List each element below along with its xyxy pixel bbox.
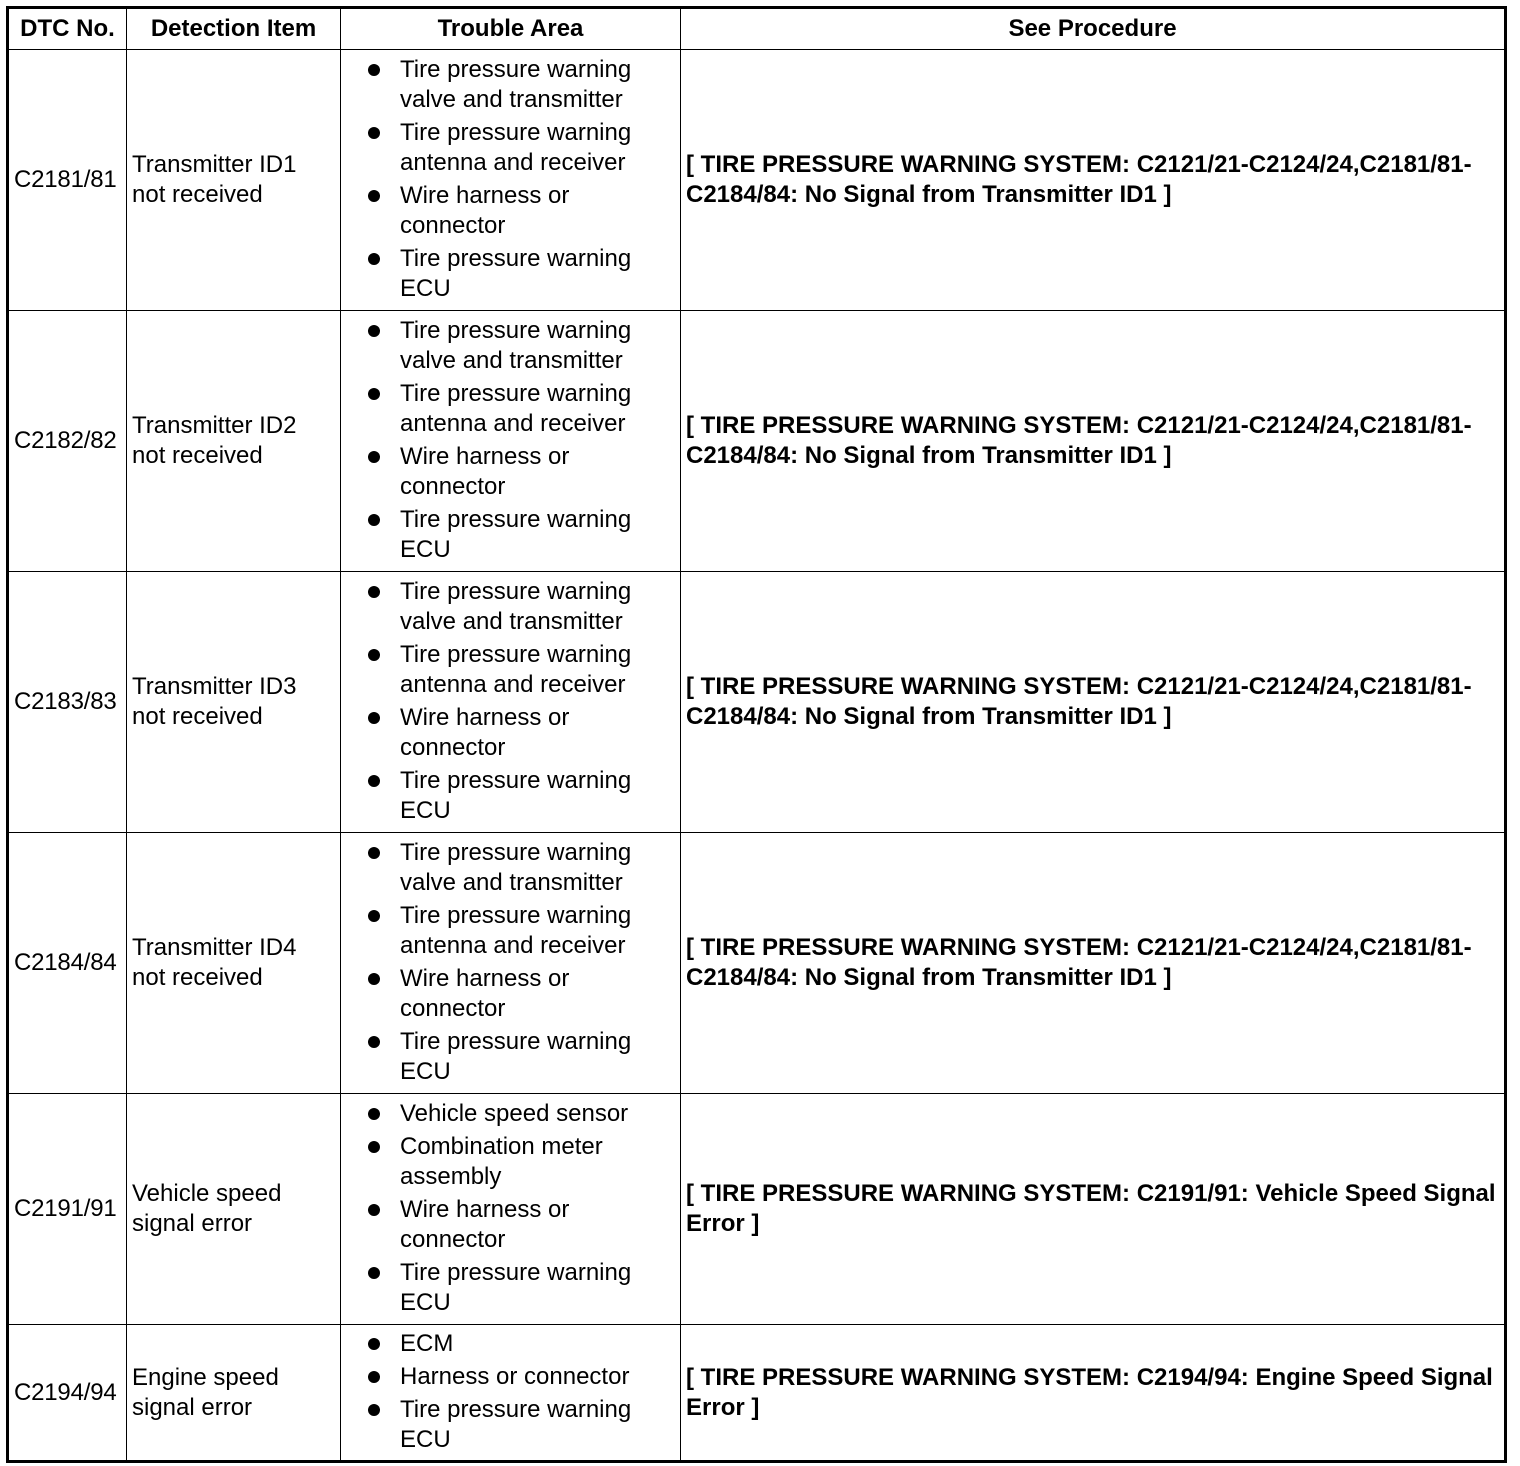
trouble-text: Tire pressure warning valve and transmitter	[400, 839, 632, 896]
trouble-text: Wire harness or connector	[400, 704, 570, 761]
bullet-icon	[368, 775, 380, 787]
trouble-text: Wire harness or connector	[400, 443, 570, 500]
detection-line: Transmitter ID1	[132, 151, 297, 178]
trouble-text: Wire harness or connector	[400, 182, 570, 239]
dtc-table	[6, 6, 1507, 1463]
detection-item	[127, 311, 341, 572]
bullet-icon	[368, 1036, 380, 1048]
bullet-icon	[368, 847, 380, 859]
trouble-area	[341, 50, 681, 311]
list-item	[368, 316, 675, 376]
trouble-area	[341, 1325, 681, 1462]
detection-item	[127, 50, 341, 311]
bullet-icon	[368, 1371, 380, 1383]
trouble-text: Tire pressure warning antenna and receiver	[400, 641, 632, 698]
list-item	[368, 118, 675, 178]
bullet-icon	[368, 514, 380, 526]
detection-item	[127, 1094, 341, 1325]
detection-item	[127, 572, 341, 833]
list-item	[368, 505, 675, 565]
bullet-icon	[368, 190, 380, 202]
trouble-text: Tire pressure warning valve and transmitter	[400, 56, 632, 113]
procedure-link[interactable]: [ TIRE PRESSURE WARNING SYSTEM: C2121/21-C2124/24,C2181/81-C2184/84: No Signal from Transmitter ID1 ]	[681, 572, 1506, 833]
trouble-area	[341, 833, 681, 1094]
trouble-text: Tire pressure warning valve and transmitter	[400, 578, 632, 635]
procedure-link[interactable]: [ TIRE PRESSURE WARNING SYSTEM: C2191/91: Vehicle Speed Signal Error ]	[681, 1094, 1506, 1325]
table-row	[8, 50, 1506, 311]
trouble-text: Harness or connector	[400, 1363, 630, 1390]
trouble-text: Tire pressure warning antenna and receiver	[400, 119, 632, 176]
header-trouble-area: Trouble Area	[341, 8, 681, 50]
list-item	[368, 1329, 675, 1359]
list-item	[368, 379, 675, 439]
header-see-procedure: See Procedure	[681, 8, 1506, 50]
table-row	[8, 572, 1506, 833]
trouble-text: Wire harness or connector	[400, 1196, 570, 1253]
bullet-icon	[368, 1141, 380, 1153]
bullet-icon	[368, 973, 380, 985]
list-item	[368, 766, 675, 826]
list-item	[368, 244, 675, 304]
procedure-link[interactable]: [ TIRE PRESSURE WARNING SYSTEM: C2121/21-C2124/24,C2181/81-C2184/84: No Signal from Transmitter ID1 ]	[681, 50, 1506, 311]
detection-item	[127, 833, 341, 1094]
trouble-text: Tire pressure warning valve and transmitter	[400, 317, 632, 374]
list-item	[368, 1027, 675, 1087]
list-item	[368, 577, 675, 637]
trouble-text: Tire pressure warning ECU	[400, 506, 632, 563]
trouble-text: Tire pressure warning ECU	[400, 1396, 632, 1453]
table-row	[8, 833, 1506, 1094]
list-item	[368, 640, 675, 700]
bullet-icon	[368, 451, 380, 463]
bullet-icon	[368, 1404, 380, 1416]
list-item	[368, 901, 675, 961]
trouble-list	[346, 316, 675, 565]
list-item	[368, 442, 675, 502]
table-row	[8, 1094, 1506, 1325]
trouble-text: Tire pressure warning antenna and receiver	[400, 902, 632, 959]
procedure-link[interactable]: [ TIRE PRESSURE WARNING SYSTEM: C2121/21-C2124/24,C2181/81-C2184/84: No Signal from Transmitter ID1 ]	[681, 833, 1506, 1094]
trouble-area	[341, 1094, 681, 1325]
list-item	[368, 1099, 675, 1129]
trouble-text: Vehicle speed sensor	[400, 1100, 629, 1127]
bullet-icon	[368, 1108, 380, 1120]
list-item	[368, 838, 675, 898]
dtc-code: C2182/82	[8, 311, 127, 572]
bullet-icon	[368, 712, 380, 724]
detection-line: Transmitter ID3	[132, 673, 297, 700]
detection-line: not received	[132, 181, 263, 208]
list-item	[368, 1395, 675, 1455]
trouble-text: Tire pressure warning ECU	[400, 245, 632, 302]
procedure-link[interactable]: [ TIRE PRESSURE WARNING SYSTEM: C2121/21-C2124/24,C2181/81-C2184/84: No Signal from Transmitter ID1 ]	[681, 311, 1506, 572]
list-item	[368, 1258, 675, 1318]
dtc-code: C2194/94	[8, 1325, 127, 1462]
dtc-code: C2184/84	[8, 833, 127, 1094]
bullet-icon	[368, 586, 380, 598]
procedure-link[interactable]: [ TIRE PRESSURE WARNING SYSTEM: C2194/94: Engine Speed Signal Error ]	[681, 1325, 1506, 1462]
bullet-icon	[368, 649, 380, 661]
trouble-text: ECM	[400, 1330, 454, 1357]
detection-line: Vehicle speed	[132, 1180, 282, 1207]
trouble-text: Tire pressure warning ECU	[400, 1028, 632, 1085]
detection-line: Engine speed	[132, 1363, 279, 1391]
detection-line: not received	[132, 964, 263, 991]
trouble-text: Tire pressure warning ECU	[400, 1259, 632, 1316]
list-item	[368, 1362, 675, 1392]
bullet-icon	[368, 388, 380, 400]
dtc-code: C2181/81	[8, 50, 127, 311]
table-row	[8, 1325, 1506, 1462]
list-item	[368, 703, 675, 763]
dtc-code: C2191/91	[8, 1094, 127, 1325]
detection-line: signal error	[132, 1393, 253, 1421]
bullet-icon	[368, 910, 380, 922]
bullet-icon	[368, 127, 380, 139]
detection-line: signal error	[132, 1210, 253, 1237]
trouble-text: Combination meter assembly	[400, 1133, 603, 1190]
bullet-icon	[368, 1338, 380, 1350]
list-item	[368, 181, 675, 241]
list-item	[368, 964, 675, 1024]
table-row	[8, 311, 1506, 572]
list-item	[368, 1132, 675, 1192]
trouble-list	[346, 1329, 675, 1455]
trouble-area	[341, 572, 681, 833]
header-row	[8, 8, 1506, 50]
bullet-icon	[368, 64, 380, 76]
bullet-icon	[368, 1267, 380, 1279]
trouble-list	[346, 55, 675, 304]
list-item	[368, 1195, 675, 1255]
trouble-area	[341, 311, 681, 572]
detection-line: Transmitter ID4	[132, 934, 297, 961]
detection-line: not received	[132, 442, 263, 469]
dtc-code: C2183/83	[8, 572, 127, 833]
trouble-text: Wire harness or connector	[400, 965, 570, 1022]
header-dtc-no: DTC No.	[8, 8, 127, 50]
detection-line: not received	[132, 703, 263, 730]
bullet-icon	[368, 1204, 380, 1216]
bullet-icon	[368, 253, 380, 265]
header-detection-item: Detection Item	[127, 8, 341, 50]
trouble-list	[346, 838, 675, 1087]
detection-item	[127, 1325, 341, 1462]
trouble-list	[346, 1099, 675, 1318]
trouble-text: Tire pressure warning ECU	[400, 767, 632, 824]
trouble-text: Tire pressure warning antenna and receiver	[400, 380, 632, 437]
list-item	[368, 55, 675, 115]
trouble-list	[346, 577, 675, 826]
bullet-icon	[368, 325, 380, 337]
detection-line: Transmitter ID2	[132, 412, 297, 439]
